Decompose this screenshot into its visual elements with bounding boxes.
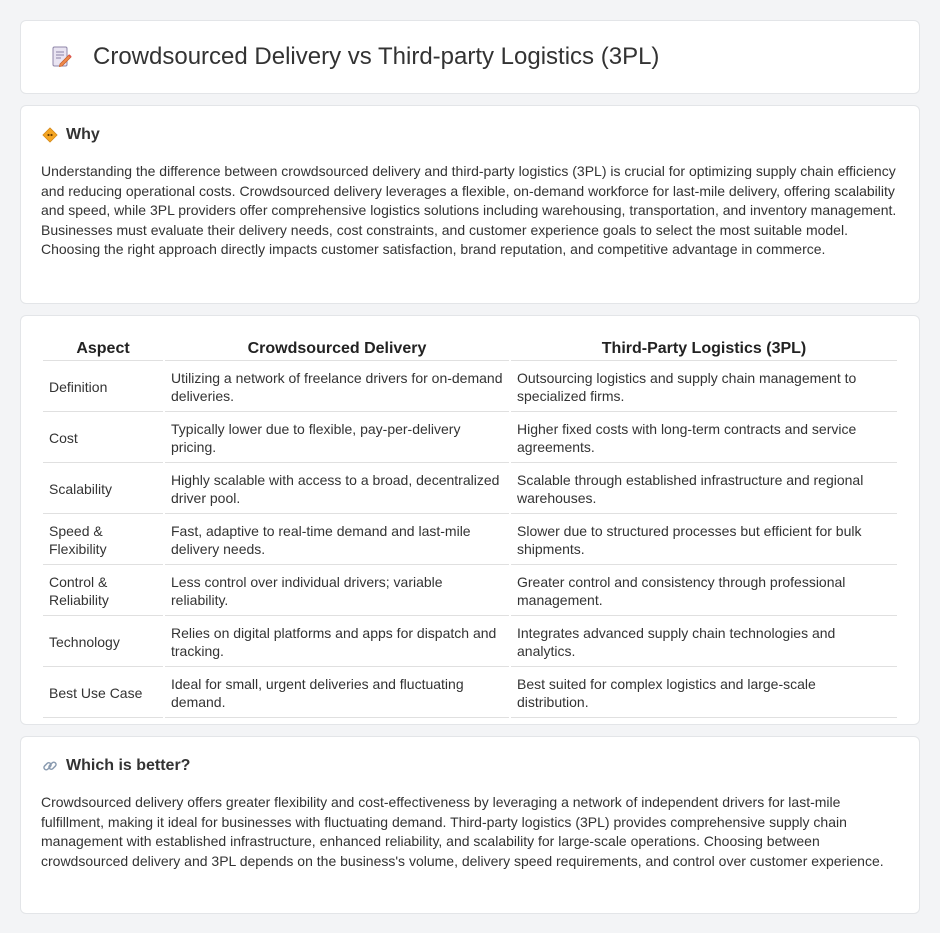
table-row bbox=[43, 414, 897, 463]
row-aspect: Technology bbox=[43, 618, 163, 667]
table-header-row bbox=[43, 336, 897, 361]
row-crowdsourced: Relies on digital platforms and apps for dispatch and tracking. bbox=[165, 618, 509, 667]
better-text: Crowdsourced delivery offers greater flexibility and cost-effectiveness by leveraging a network of independent drivers for last-mile fulfillment, making it ideal for businesses with fluctuating demand. Third-party logistics (3PL) provides comprehensive supply chain management with established infrastructure, enhanced reliability, and scalability for large-scale operations. Choosing between crowdsourced delivery and 3PL depends on the business's volume, delivery speed requirements, and control over customer experience. bbox=[41, 794, 884, 869]
row-3pl: Slower due to structured processes but efficient for bulk shipments. bbox=[511, 516, 897, 565]
row-crowdsourced: Typically lower due to flexible, pay-per-delivery pricing. bbox=[165, 414, 509, 463]
better-heading: Which is better? bbox=[66, 757, 191, 774]
better-heading-row bbox=[41, 757, 899, 775]
row-3pl: Best suited for complex logistics and large-scale distribution. bbox=[511, 669, 897, 718]
row-aspect: Speed & Flexibility bbox=[43, 516, 163, 565]
row-aspect: Definition bbox=[43, 363, 163, 412]
table-row bbox=[43, 516, 897, 565]
header-aspect: Aspect bbox=[43, 336, 163, 361]
why-heading: Why bbox=[66, 126, 100, 143]
diamond-sign-icon bbox=[41, 126, 59, 144]
title-card bbox=[20, 20, 920, 94]
page-title: Crowdsourced Delivery vs Third-party Logistics (3PL) bbox=[93, 43, 660, 70]
comparison-table bbox=[41, 334, 899, 720]
row-crowdsourced: Utilizing a network of freelance drivers for on-demand deliveries. bbox=[165, 363, 509, 412]
why-section bbox=[20, 105, 920, 304]
row-crowdsourced: Fast, adaptive to real-time demand and last-mile delivery needs. bbox=[165, 516, 509, 565]
row-aspect: Cost bbox=[43, 414, 163, 463]
table-row bbox=[43, 669, 897, 718]
row-aspect: Scalability bbox=[43, 465, 163, 514]
header-crowdsourced: Crowdsourced Delivery bbox=[165, 336, 509, 361]
row-aspect: Best Use Case bbox=[43, 669, 163, 718]
link-icon bbox=[41, 757, 59, 775]
row-3pl: Integrates advanced supply chain technologies and analytics. bbox=[511, 618, 897, 667]
header-3pl: Third-Party Logistics (3PL) bbox=[511, 336, 897, 361]
row-3pl: Outsourcing logistics and supply chain management to specialized firms. bbox=[511, 363, 897, 412]
which-better-section bbox=[20, 736, 920, 914]
row-crowdsourced: Less control over individual drivers; variable reliability. bbox=[165, 567, 509, 616]
row-3pl: Scalable through established infrastructure and regional warehouses. bbox=[511, 465, 897, 514]
table-row bbox=[43, 567, 897, 616]
row-3pl: Greater control and consistency through professional management. bbox=[511, 567, 897, 616]
document-edit-icon bbox=[47, 43, 75, 71]
table-row bbox=[43, 465, 897, 514]
row-crowdsourced: Ideal for small, urgent deliveries and fluctuating demand. bbox=[165, 669, 509, 718]
table-row bbox=[43, 363, 897, 412]
why-heading-row bbox=[41, 126, 899, 144]
comparison-section bbox=[20, 315, 920, 725]
table-row bbox=[43, 618, 897, 667]
row-3pl: Higher fixed costs with long-term contracts and service agreements. bbox=[511, 414, 897, 463]
row-aspect: Control & Reliability bbox=[43, 567, 163, 616]
row-crowdsourced: Highly scalable with access to a broad, decentralized driver pool. bbox=[165, 465, 509, 514]
why-text: Understanding the difference between crowdsourced delivery and third-party logistics (3PL) is crucial for optimizing supply chain efficiency and reducing operational costs. Crowdsourced delivery leverages a flexible, on-demand workforce for last-mile delivery, offering scalability and speed, while 3PL providers offer comprehensive logistics solutions including warehousing, transportation, and inventory management. Businesses must evaluate their delivery needs, cost constraints, and customer experience goals to select the most suitable model. Choosing the right approach directly impacts customer satisfaction, brand reputation, and competitive advantage in commerce. bbox=[41, 163, 897, 257]
